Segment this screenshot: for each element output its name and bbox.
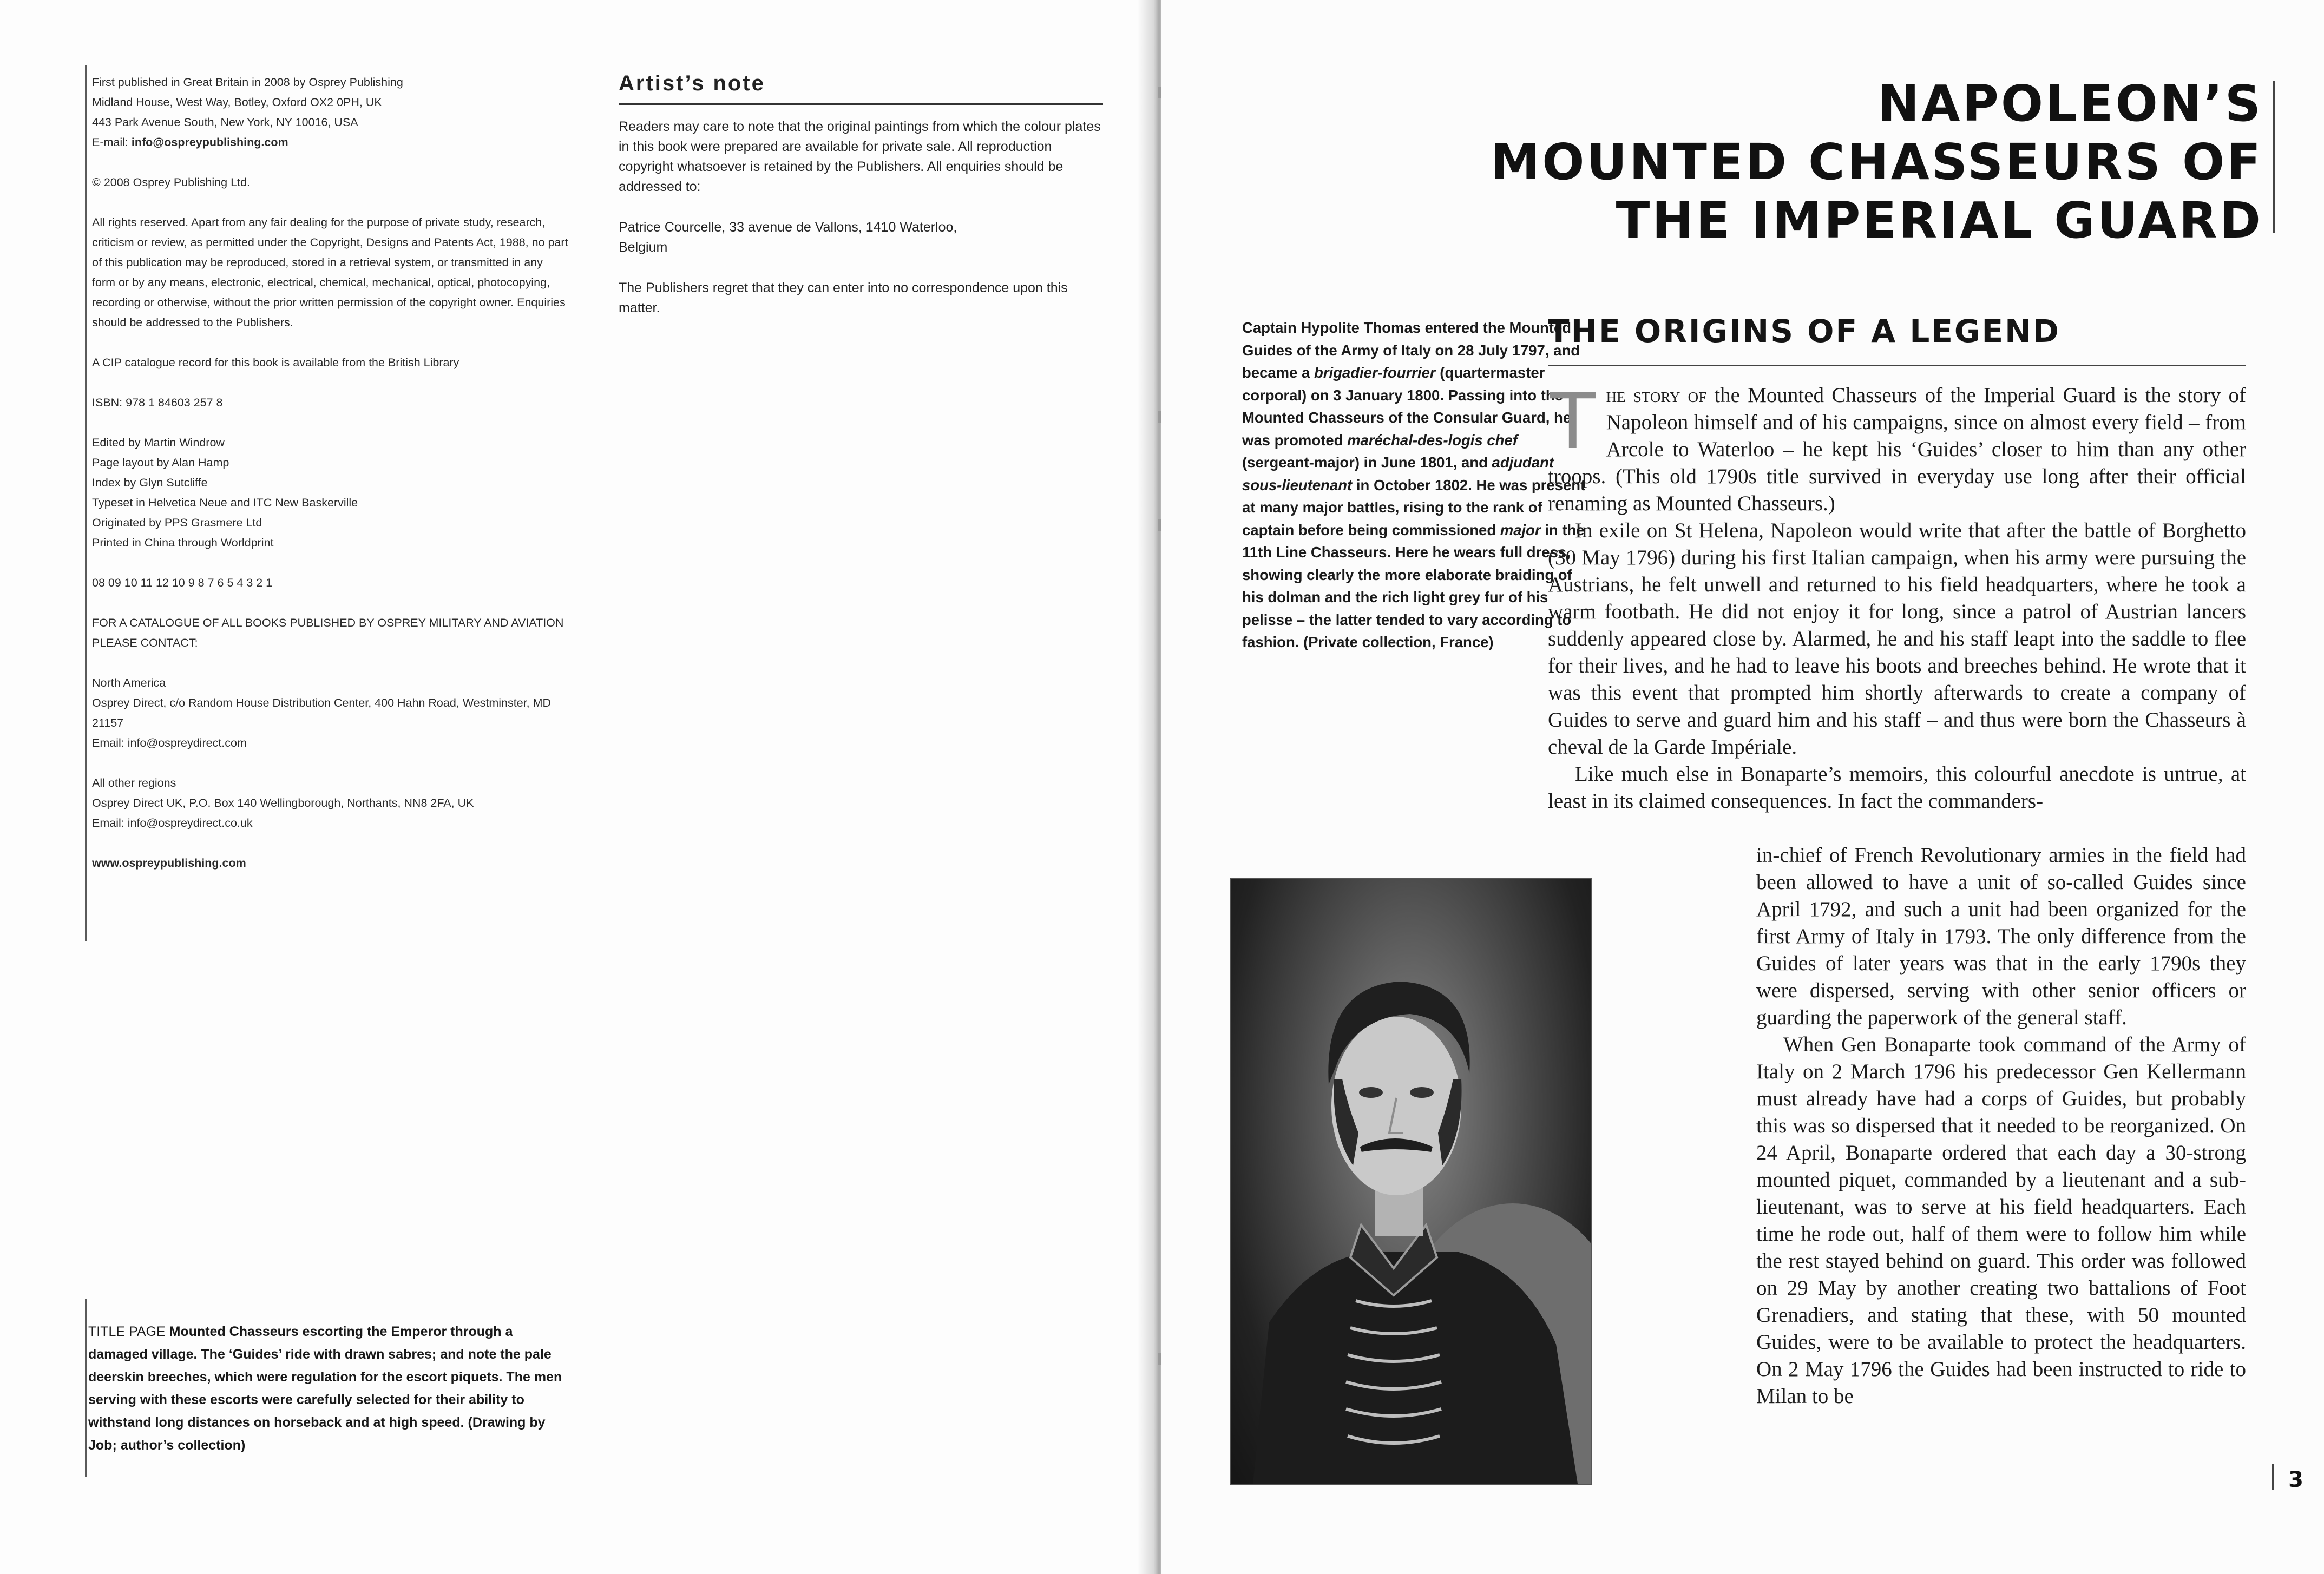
publisher-website-link[interactable]: www.ospreypublishing.com bbox=[92, 857, 246, 870]
page-number: 3 bbox=[2288, 1467, 2303, 1492]
drop-cap: T bbox=[1548, 374, 1598, 465]
caption-italic: maréchal-des-logis chef bbox=[1347, 431, 1518, 449]
credit-line: Page layout by Alan Hamp bbox=[92, 456, 229, 469]
caption-italic: brigadier-fourrier bbox=[1314, 364, 1436, 381]
cip-record: A CIP catalogue record for this book is available from the British Library bbox=[92, 356, 459, 369]
title-line: NAPOLEON’S bbox=[1877, 75, 2263, 133]
caption-text: in the 11th Line Chasseurs. Here he wears full dress, showing clearly the more elaborate braiding of his dolman and the rich light grey fur of his pelisse – the latter tended to vary according to fashion. (Private collection, France) bbox=[1242, 521, 1585, 650]
publisher-email-link[interactable]: info@ospreypublishing.com bbox=[131, 136, 288, 149]
credits bbox=[92, 433, 568, 553]
region-label: All other regions bbox=[92, 776, 176, 789]
isbn: ISBN: 978 1 84603 257 8 bbox=[92, 396, 223, 409]
portrait-caption bbox=[1242, 317, 1588, 654]
imprint-line: 443 Park Avenue South, New York, NY 10016, USA bbox=[92, 116, 358, 129]
book-title bbox=[1491, 75, 2263, 250]
other-regions-contact bbox=[92, 773, 568, 833]
body-paragraph bbox=[1548, 374, 2246, 517]
title-page-caption bbox=[88, 1320, 564, 1457]
copyright-line: © 2008 Osprey Publishing Ltd. bbox=[92, 176, 250, 189]
credit-line: Index by Glyn Sutcliffe bbox=[92, 476, 208, 489]
body-text: the Mounted Chasseurs of the Imperial Guard is the story of Napoleon himself and of his campaigns, since on almost every field – from Arcole to Waterloo – he kept his ‘Guides’ closer to him than any other troops. (This old 1790s title survived in everyday use long after their official renaming as Mounted Chasseurs.) bbox=[1548, 384, 2246, 515]
catalogue-notice: FOR A CATALOGUE OF ALL BOOKS PUBLISHED BY OSPREY MILITARY AND AVIATION PLEASE CONTACT: bbox=[92, 616, 564, 649]
opening-smallcaps: he story of bbox=[1606, 384, 1707, 407]
caption-text: (sergeant-major) in June 1801, and bbox=[1242, 454, 1492, 471]
left-page bbox=[0, 0, 1150, 1574]
region-address: Osprey Direct, c/o Random House Distribution Center, 400 Hahn Road, Westminster, MD 21157 bbox=[92, 696, 552, 729]
region-email-link[interactable]: Email: info@ospreydirect.co.uk bbox=[92, 816, 253, 829]
caption-margin-rule bbox=[85, 1299, 87, 1477]
artists-note bbox=[619, 71, 1103, 339]
section-heading bbox=[1548, 313, 2246, 366]
body-text-upper bbox=[1548, 374, 2246, 815]
imprint-email-line bbox=[92, 133, 568, 153]
email-label: E-mail: bbox=[92, 136, 132, 149]
region-email-link[interactable]: Email: info@ospreydirect.com bbox=[92, 736, 247, 749]
page-number-rule bbox=[2272, 1464, 2274, 1490]
artists-note-paragraph: The Publishers regret that they can enter into no correspondence upon this matter. bbox=[619, 280, 1068, 315]
officer-portrait bbox=[1230, 878, 1592, 1485]
imprint-block bbox=[92, 73, 568, 893]
title-line: MOUNTED CHASSEURS OF bbox=[1490, 133, 2263, 191]
credit-line: Printed in China through Worldprint bbox=[92, 536, 274, 549]
artists-note-rule bbox=[619, 103, 1103, 105]
artists-note-address: Patrice Courcelle, 33 avenue de Vallons, 1410 Waterloo, Belgium bbox=[619, 220, 957, 255]
section-title: THE ORIGINS OF A LEGEND bbox=[1548, 313, 2060, 350]
publisher-address bbox=[92, 73, 568, 153]
rights-statement: All rights reserved. Apart from any fair dealing for the purpose of private study, research, criticism or review, as permitted under the Copyright, Designs and Patents Act, 1988, no part of this publication may be reproduced, stored in a retrieval system, or transmitted in any form or by any means, electronic, electrical, chemical, mechanical, optical, photocopying, recording or otherwise, without the prior written permission of the copyright owner. Enquiries should be addressed to the Publishers. bbox=[92, 216, 568, 329]
region-label: North America bbox=[92, 676, 166, 689]
imprint-line: First published in Great Britain in 2008 by Osprey Publishing bbox=[92, 76, 403, 89]
title-page-label: TITLE PAGE bbox=[88, 1324, 166, 1339]
body-text-lower bbox=[1756, 842, 2246, 1410]
imprint-line: Midland House, West Way, Botley, Oxford OX2 0PH, UK bbox=[92, 96, 382, 109]
body-paragraph: Like much else in Bonaparte’s memoirs, this colourful anecdote is untrue, at least in its claimed consequences. In fact the commanders- bbox=[1548, 762, 2246, 813]
title-line: THE IMPERIAL GUARD bbox=[1616, 192, 2263, 249]
credit-line: Typeset in Helvetica Neue and ITC New Baskerville bbox=[92, 496, 358, 509]
body-paragraph: When Gen Bonaparte took command of the Army of Italy on 2 March 1796 his predecessor Gen Kellermann must already have had a corps of Guides, but probably this was so dispersed that it needed to be reorganized. On 24 April, Bonaparte ordered that each day a 30-strong mounted piquet, commanded by a lieutenant and a sub-lieutenant, was to serve at his field headquarters. Each time he rode out, half of them were to follow him while the rest stayed behind on guard. This order was followed on 29 May by another creating two battalions of Foot Grenadiers, and stating that these, with 50 mounted Guides, were to be available to protect the headquarters. On 2 May 1796 the Guides had been instructed to ride to Milan to be bbox=[1756, 1033, 2246, 1408]
portrait-illustration bbox=[1231, 879, 1591, 1484]
caption-text: Captain Hypolite Thomas entered the Mounted Guides of the Army of Italy on 28 July 1797, and became a bbox=[1242, 319, 1580, 381]
artists-note-paragraph: Readers may care to note that the original paintings from which the colour plates in this book were prepared are available for private sale. All reproduction copyright whatsoever is retained by the Publishers. All enquiries should be addressed to: bbox=[619, 119, 1101, 194]
credit-line: Originated by PPS Grasmere Ltd bbox=[92, 516, 262, 529]
caption-italic: major bbox=[1500, 521, 1541, 538]
section-rule bbox=[1548, 365, 2246, 366]
right-page bbox=[1161, 0, 2324, 1574]
region-address: Osprey Direct UK, P.O. Box 140 Wellingborough, Northants, NN8 2FA, UK bbox=[92, 796, 474, 809]
body-paragraph: in-chief of French Revolutionary armies in the field had been allowed to have a unit of so-called Guides since April 1792, and such a unit had been organized for the first Army of Italy in 1793. The only difference from the Guides of later years was that in the early 1790s they were dispersed, serving with other senior officers or guarding the paperwork of the general staff. bbox=[1756, 844, 2246, 1029]
caption-text: (quartermaster corporal) on 3 January 1800. Passing into the Mounted Chasseurs of the Consular Guard, he was promoted bbox=[1242, 364, 1572, 449]
imprint-margin-rule bbox=[85, 65, 87, 941]
print-run-numbers: 08 09 10 11 12 10 9 8 7 6 5 4 3 2 1 bbox=[92, 576, 273, 589]
caption-text: in October 1802. He was present at many major battles, rising to the rank of captain before being commissioned bbox=[1242, 476, 1586, 538]
caption-italic: adjudant sous-lieutenant bbox=[1242, 454, 1554, 493]
artists-note-title: Artist’s note bbox=[619, 71, 765, 95]
body-paragraph: In exile on St Helena, Napoleon would write that after the battle of Borghetto (30 May 1796) during his first Italian campaign, when his army were pursuing the Austrians, he felt unwell and returned to his field headquarters, where he took a warm footbath. He did not enjoy it for long, since a patrol of Austrian lancers suddenly appeared close by. Alarmed, he and his staff leapt into the saddle to flee for their lives, and he had to leave his boots and breeches behind. He wrote that it was this event that prompted him shortly afterwards to create a company of Guides to serve and guard him and his staff – and thus were born the Chasseurs à cheval de la Garde Impériale. bbox=[1548, 519, 2246, 759]
north-america-contact bbox=[92, 673, 568, 753]
title-page-caption-text: Mounted Chasseurs escorting the Emperor through a damaged village. The ‘Guides’ ride with drawn sabres; and note the pale deerskin breeches, which were regulation for the escort piquets. The men serving with these escorts were carefully selected for their ability to withstand long distances on horseback and at high speed. (Drawing by Job; author’s collection) bbox=[88, 1324, 562, 1453]
credit-line: Edited by Martin Windrow bbox=[92, 436, 225, 449]
title-margin-rule bbox=[2273, 81, 2275, 233]
